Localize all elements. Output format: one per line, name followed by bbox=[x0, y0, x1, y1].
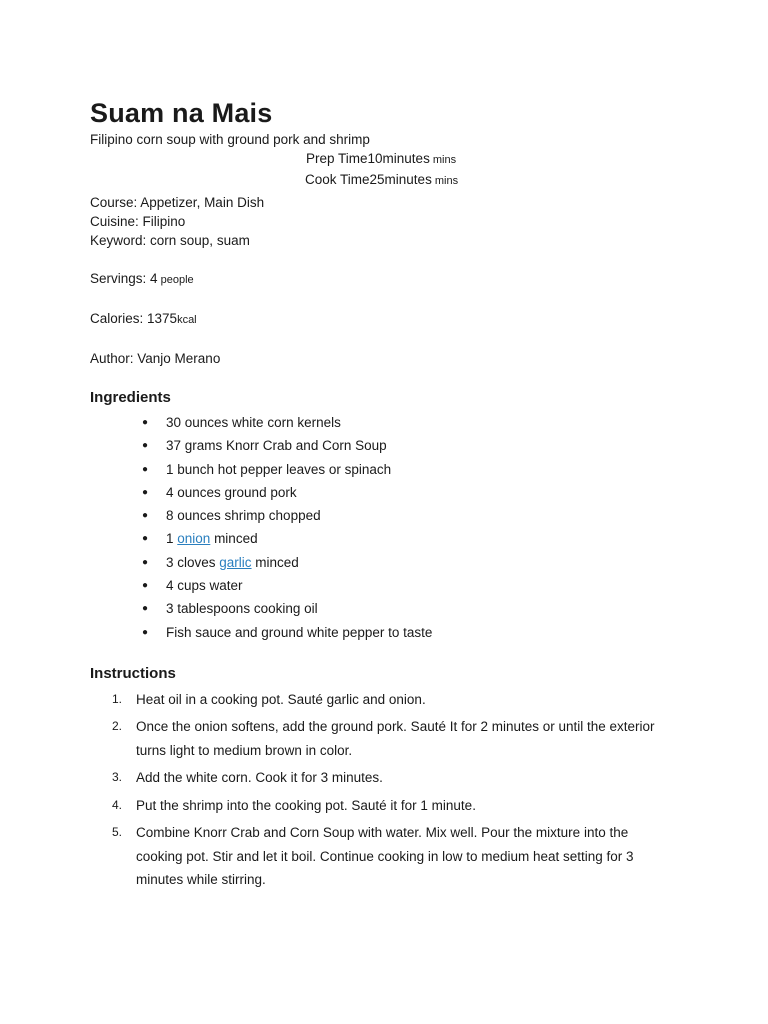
ingredient-text: 37 grams Knorr Crab and Corn Soup bbox=[166, 438, 387, 454]
recipe-meta bbox=[90, 193, 690, 368]
step-text-line: minutes while stirring. bbox=[136, 872, 266, 888]
recipe-subtitle: Filipino corn soup with ground pork and shrimp bbox=[90, 132, 370, 147]
prep-time-label: Prep Time bbox=[306, 151, 368, 166]
bullet-icon: ● bbox=[142, 580, 149, 592]
step-number: 5. bbox=[112, 825, 123, 840]
step-text-line: cooking pot. Stir and let it boil. Continue cooking in low to medium heat setting for 3 bbox=[136, 848, 634, 864]
ingredient-text: 30 ounces white corn kernels bbox=[166, 415, 341, 430]
step-number: 4. bbox=[112, 797, 123, 812]
step-text-line: Put the shrimp into the cooking pot. Sauté it for 1 minute. bbox=[136, 797, 476, 813]
step-text-line: Add the white corn. Cook it for 3 minutes. bbox=[136, 770, 383, 786]
servings-unit: people bbox=[157, 274, 194, 286]
ingredient-text: 4 cups water bbox=[166, 578, 243, 594]
calories-line bbox=[90, 309, 690, 330]
ingredient-item bbox=[90, 458, 690, 481]
ingredient-item bbox=[90, 434, 690, 457]
bullet-icon: ● bbox=[142, 626, 149, 638]
ingredient-text: 1 bunch hot pepper leaves or spinach bbox=[166, 461, 392, 477]
ingredient-text: 3 cloves bbox=[166, 554, 220, 570]
ingredient-text: 8 ounces shrimp chopped bbox=[166, 508, 321, 524]
servings-label: Servings: 4 bbox=[90, 271, 158, 286]
prep-time-unit: mins bbox=[429, 154, 457, 166]
bullet-icon: ● bbox=[142, 510, 149, 522]
prep-time-value: 10minutes bbox=[367, 151, 430, 166]
step-text-line: Once the onion softens, add the ground pork. Sauté It for 2 minutes or until the exterior bbox=[136, 719, 655, 735]
bullet-icon: ● bbox=[142, 533, 149, 545]
cook-time-value: 25minutes bbox=[369, 172, 432, 187]
instruction-step bbox=[90, 766, 690, 790]
bullet-icon: ● bbox=[142, 440, 149, 452]
instructions-heading: Instructions bbox=[90, 664, 176, 682]
ingredient-text: 1 bbox=[166, 531, 178, 547]
step-number: 1. bbox=[112, 691, 123, 706]
instruction-step bbox=[90, 688, 690, 712]
instruction-step bbox=[90, 821, 690, 892]
ingredient-text: Fish sauce and ground white pepper to taste bbox=[166, 624, 433, 640]
step-text-line: Combine Knorr Crab and Corn Soup with water. Mix well. Pour the mixture into the bbox=[136, 825, 629, 841]
prep-time bbox=[90, 149, 690, 170]
instruction-step bbox=[90, 794, 690, 818]
ingredient-item bbox=[90, 597, 690, 620]
keyword-line: Keyword: corn soup, suam bbox=[90, 233, 250, 248]
instructions-list bbox=[90, 688, 690, 892]
ingredient-link-onion[interactable]: onion bbox=[177, 531, 211, 547]
recipe-title: Suam na Mais bbox=[90, 98, 273, 128]
course-line: Course: Appetizer, Main Dish bbox=[90, 195, 265, 210]
cuisine-line: Cuisine: Filipino bbox=[90, 214, 186, 229]
ingredient-text: 3 tablespoons cooking oil bbox=[166, 601, 318, 617]
cook-time bbox=[90, 170, 690, 191]
ingredient-text: 4 ounces ground pork bbox=[166, 484, 297, 500]
step-text-line: turns light to medium brown in color. bbox=[136, 742, 353, 758]
ingredient-item bbox=[90, 504, 690, 527]
ingredients-list bbox=[90, 411, 690, 644]
step-number: 2. bbox=[112, 719, 123, 734]
calories-label: Calories: 1375 bbox=[90, 311, 178, 326]
servings-line bbox=[90, 269, 690, 290]
ingredient-link-garlic[interactable]: garlic bbox=[219, 554, 252, 570]
bullet-icon: ● bbox=[142, 463, 149, 475]
author-line: Author: Vanjo Merano bbox=[90, 351, 221, 366]
ingredient-item bbox=[90, 411, 690, 434]
bullet-icon: ● bbox=[142, 417, 149, 428]
bullet-icon: ● bbox=[142, 556, 149, 568]
calories-unit: kcal bbox=[177, 314, 197, 326]
instruction-step bbox=[90, 715, 690, 762]
bullet-icon: ● bbox=[142, 603, 149, 615]
ingredient-item bbox=[90, 551, 690, 574]
ingredient-item bbox=[90, 481, 690, 504]
ingredient-item bbox=[90, 527, 690, 550]
ingredient-text: minced bbox=[210, 531, 258, 547]
ingredient-item bbox=[90, 574, 690, 597]
ingredient-item bbox=[90, 621, 690, 644]
cook-time-label: Cook Time bbox=[305, 172, 370, 187]
bullet-icon: ● bbox=[142, 486, 149, 498]
recipe-document bbox=[90, 96, 690, 896]
ingredients-heading: Ingredients bbox=[90, 389, 171, 406]
step-number: 3. bbox=[112, 770, 123, 785]
ingredient-text: minced bbox=[251, 554, 299, 570]
step-text-line: Heat oil in a cooking pot. Sauté garlic and onion. bbox=[136, 691, 426, 707]
cook-time-unit: mins bbox=[431, 175, 459, 187]
